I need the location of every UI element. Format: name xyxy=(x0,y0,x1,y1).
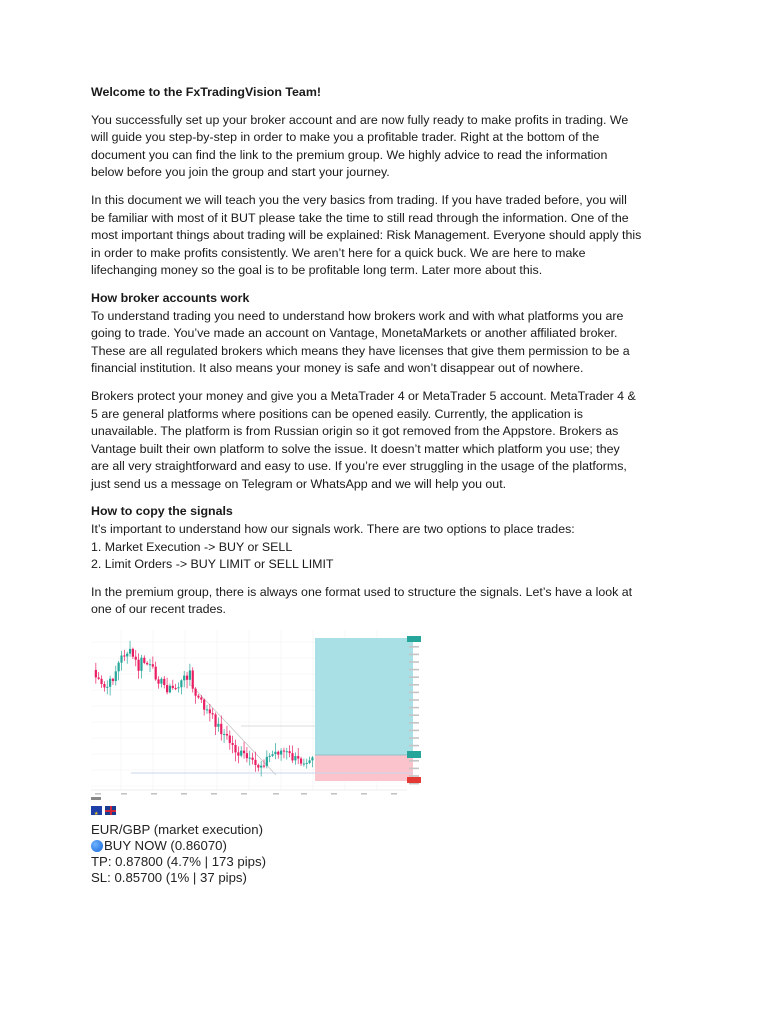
candle-body xyxy=(115,671,117,681)
candle-body xyxy=(311,757,313,760)
candle-body xyxy=(195,689,197,696)
text-line: most important things about trading will be explained: Risk Management. Everyone should apply this xyxy=(91,228,642,243)
candle-body xyxy=(95,670,97,678)
text-line: Vantage built their own platform to solve the issue. It doesn’t matter which platform you use; they xyxy=(91,441,620,456)
time-tick-label xyxy=(121,793,127,795)
candle-body xyxy=(189,670,191,679)
candle-body xyxy=(166,685,168,692)
candle-body xyxy=(123,656,125,657)
time-tick-label xyxy=(181,793,187,795)
candle-body xyxy=(289,751,291,753)
trade-chart-screenshot xyxy=(91,630,421,802)
candle-body xyxy=(277,752,279,755)
candle-body xyxy=(274,752,276,754)
candle-body xyxy=(300,759,302,764)
candle-body xyxy=(260,766,262,768)
text-line: 5 are general platforms where positions can be opened easily. Currently, the application is xyxy=(91,406,584,421)
candle-body xyxy=(98,677,100,678)
signal-pair: EUR/GBP (market execution) xyxy=(91,822,263,837)
intro-paragraph xyxy=(91,112,691,182)
candle-body xyxy=(246,753,248,758)
candle-body xyxy=(226,734,228,736)
candle-body xyxy=(160,679,162,684)
text-line: You successfully set up your broker account and are now fully ready to make profits in trading. We xyxy=(91,112,629,127)
candle-body xyxy=(143,658,145,663)
candle-body xyxy=(212,713,214,714)
text-line: one of our recent trades. xyxy=(91,602,227,617)
candle-body xyxy=(197,696,199,698)
text-line: It’s important to understand how our signals work. There are two options to place trades: xyxy=(91,522,575,537)
list-item: 2. Limit Orders -> BUY LIMIT or SELL LIMIT xyxy=(91,557,334,572)
take-profit-zone xyxy=(315,638,413,755)
candle-body xyxy=(180,680,182,687)
candle-body xyxy=(192,670,194,688)
price-tick-label xyxy=(409,646,419,648)
text-line: financial institution. It also means your money is safe and won’t disappear out of nowhere. xyxy=(91,361,584,376)
candle-body xyxy=(223,734,225,735)
candle-body xyxy=(157,679,159,683)
text-line: going to trade. You’ve made an account on Vantage, MonetaMarkets or another affiliated broker. xyxy=(91,326,618,341)
candle-body xyxy=(249,758,251,759)
price-tick-label xyxy=(409,676,419,678)
candle-body xyxy=(283,751,285,752)
section-heading-copy-signals: How to copy the signals xyxy=(91,504,233,519)
candle-body xyxy=(286,751,288,752)
signal-sl: SL: 0.85700 (1% | 37 pips) xyxy=(91,870,247,885)
price-tick-label xyxy=(409,760,419,762)
text-line: lifechanging money so the goal is to be profitable long term. Later more about this. xyxy=(91,263,543,278)
price-tick-label xyxy=(409,669,419,671)
text-line: are all very straightforward and easy to use. If you’re ever struggling in the usage of the platforms, xyxy=(91,459,627,474)
price-tick-label xyxy=(409,714,419,716)
time-tick-label xyxy=(95,793,101,795)
teach-paragraph xyxy=(91,192,691,280)
premium-paragraph xyxy=(91,584,691,619)
candle-body xyxy=(175,688,177,689)
candle-body xyxy=(155,667,157,680)
candle-body xyxy=(217,724,219,727)
candle-body xyxy=(177,687,179,688)
candle-body xyxy=(169,686,171,693)
current-price-marker xyxy=(407,751,421,758)
candle-body xyxy=(266,757,268,766)
text-line: below before you join the group and start your journey. xyxy=(91,165,390,180)
candle-body xyxy=(138,660,140,671)
section-heading-broker-accounts: How broker accounts work xyxy=(91,290,250,305)
signal-buy-line xyxy=(91,838,421,854)
candle-body xyxy=(214,714,216,726)
candle-body xyxy=(232,743,234,745)
time-tick-label xyxy=(151,793,157,795)
stop-price-marker xyxy=(407,777,421,783)
candle-body xyxy=(220,724,222,734)
candle-body xyxy=(237,752,239,755)
time-tick-label xyxy=(361,793,367,795)
eu-flag-icon xyxy=(91,806,102,815)
target-price-marker xyxy=(407,636,421,642)
candle-body xyxy=(149,664,151,665)
price-tick-label xyxy=(409,768,419,770)
candle-body xyxy=(243,751,245,754)
signals-paragraph xyxy=(91,521,691,574)
tradingview-logo xyxy=(91,797,101,800)
blue-circle-icon xyxy=(91,840,103,852)
price-tick-label xyxy=(409,730,419,732)
platform-paragraph xyxy=(91,388,691,494)
price-tick-label xyxy=(409,707,419,709)
text-line: just send us a message on Telegram or WhatsApp and we will help you out. xyxy=(91,476,507,491)
candle-body xyxy=(203,700,205,710)
candle-body xyxy=(132,649,134,657)
time-tick-label xyxy=(331,793,337,795)
candle-body xyxy=(240,751,242,756)
candle-body xyxy=(280,751,282,755)
time-tick-label xyxy=(273,793,279,795)
candle-body xyxy=(303,764,305,765)
candle-body xyxy=(269,756,271,757)
list-item: 1. Market Execution -> BUY or SELL xyxy=(91,539,293,554)
candle-body xyxy=(206,709,208,710)
candle-body xyxy=(234,745,236,752)
time-tick-label xyxy=(211,793,217,795)
price-tick-label xyxy=(409,775,419,777)
price-tick-label xyxy=(409,654,419,656)
price-tick-label xyxy=(409,737,419,739)
candle-body xyxy=(209,709,211,713)
time-tick-label xyxy=(301,793,307,795)
time-tick-label xyxy=(391,793,397,795)
candle-body xyxy=(309,760,311,763)
price-tick-label xyxy=(409,661,419,663)
signal-card xyxy=(91,806,421,890)
text-line: in order to make profits consistently. We aren’t here for a quick buck. We are here to make xyxy=(91,245,586,260)
text-line: Brokers protect your money and give you a MetaTrader 4 or MetaTrader 5 account. MetaTrader 4 & xyxy=(91,388,636,403)
text-line: document you can find the link to the premium group. We highly advice to read the information xyxy=(91,147,608,162)
candle-body xyxy=(271,754,273,756)
price-tick-label xyxy=(409,722,419,724)
stop-loss-zone xyxy=(315,755,413,781)
text-line: will guide you step-by-step in order to make you a profitable trader. Right at the bottom of the xyxy=(91,130,600,145)
candle-body xyxy=(306,763,308,764)
candlestick-chart xyxy=(91,630,421,802)
candle-body xyxy=(163,679,165,685)
currency-flags xyxy=(91,806,421,818)
candle-body xyxy=(183,676,185,681)
candle-body xyxy=(118,663,120,672)
candle-body xyxy=(257,765,259,768)
candle-body xyxy=(291,753,293,760)
candle-body xyxy=(109,679,111,687)
candle-body xyxy=(254,760,256,765)
text-line: In this document we will teach you the very basics from trading. If you have traded before, you will xyxy=(91,192,627,207)
text-line: be familiar with most of it BUT please take the time to still read through the information. One of the xyxy=(91,210,629,225)
candle-body xyxy=(112,679,114,681)
time-tick-label xyxy=(241,793,247,795)
document-body xyxy=(91,84,691,629)
broker-paragraph xyxy=(91,308,691,378)
candle-body xyxy=(126,654,128,657)
text-line: In the premium group, there is always one format used to structure the signals. Let’s have a look at xyxy=(91,584,633,599)
candle-body xyxy=(100,679,102,684)
candle-body xyxy=(200,697,202,699)
candle-body xyxy=(103,684,105,687)
price-tick-label xyxy=(409,745,419,747)
text-line: unavailable. The platform is from Russian origin so it got removed from the Appstore. Brokers as xyxy=(91,424,619,439)
candle-body xyxy=(106,687,108,688)
candle-body xyxy=(129,649,131,654)
candle-body xyxy=(252,758,254,760)
text-line: To understand trading you need to understand how brokers work and with what platforms you are xyxy=(91,308,624,323)
price-tick-label xyxy=(409,783,419,785)
candle-body xyxy=(146,663,148,664)
candle-body xyxy=(135,657,137,660)
candle-body xyxy=(297,756,299,758)
document-heading: Welcome to the FxTradingVision Team! xyxy=(91,85,321,99)
candle-body xyxy=(186,676,188,680)
candle-body xyxy=(120,656,122,663)
candle-body xyxy=(263,766,265,767)
price-tick-label xyxy=(409,699,419,701)
signal-buy: BUY NOW (0.86070) xyxy=(104,838,227,853)
price-tick-label xyxy=(409,692,419,694)
gb-flag-icon xyxy=(105,806,116,815)
signal-tp: TP: 0.87800 (4.7% | 173 pips) xyxy=(91,854,266,869)
text-line: These are all regulated brokers which means they have licenses that give them permission to be a xyxy=(91,343,630,358)
price-tick-label xyxy=(409,684,419,686)
candle-body xyxy=(294,756,296,760)
candle-body xyxy=(140,658,142,671)
candle-body xyxy=(152,664,154,666)
candle-body xyxy=(172,686,174,688)
candle-body xyxy=(229,735,231,743)
